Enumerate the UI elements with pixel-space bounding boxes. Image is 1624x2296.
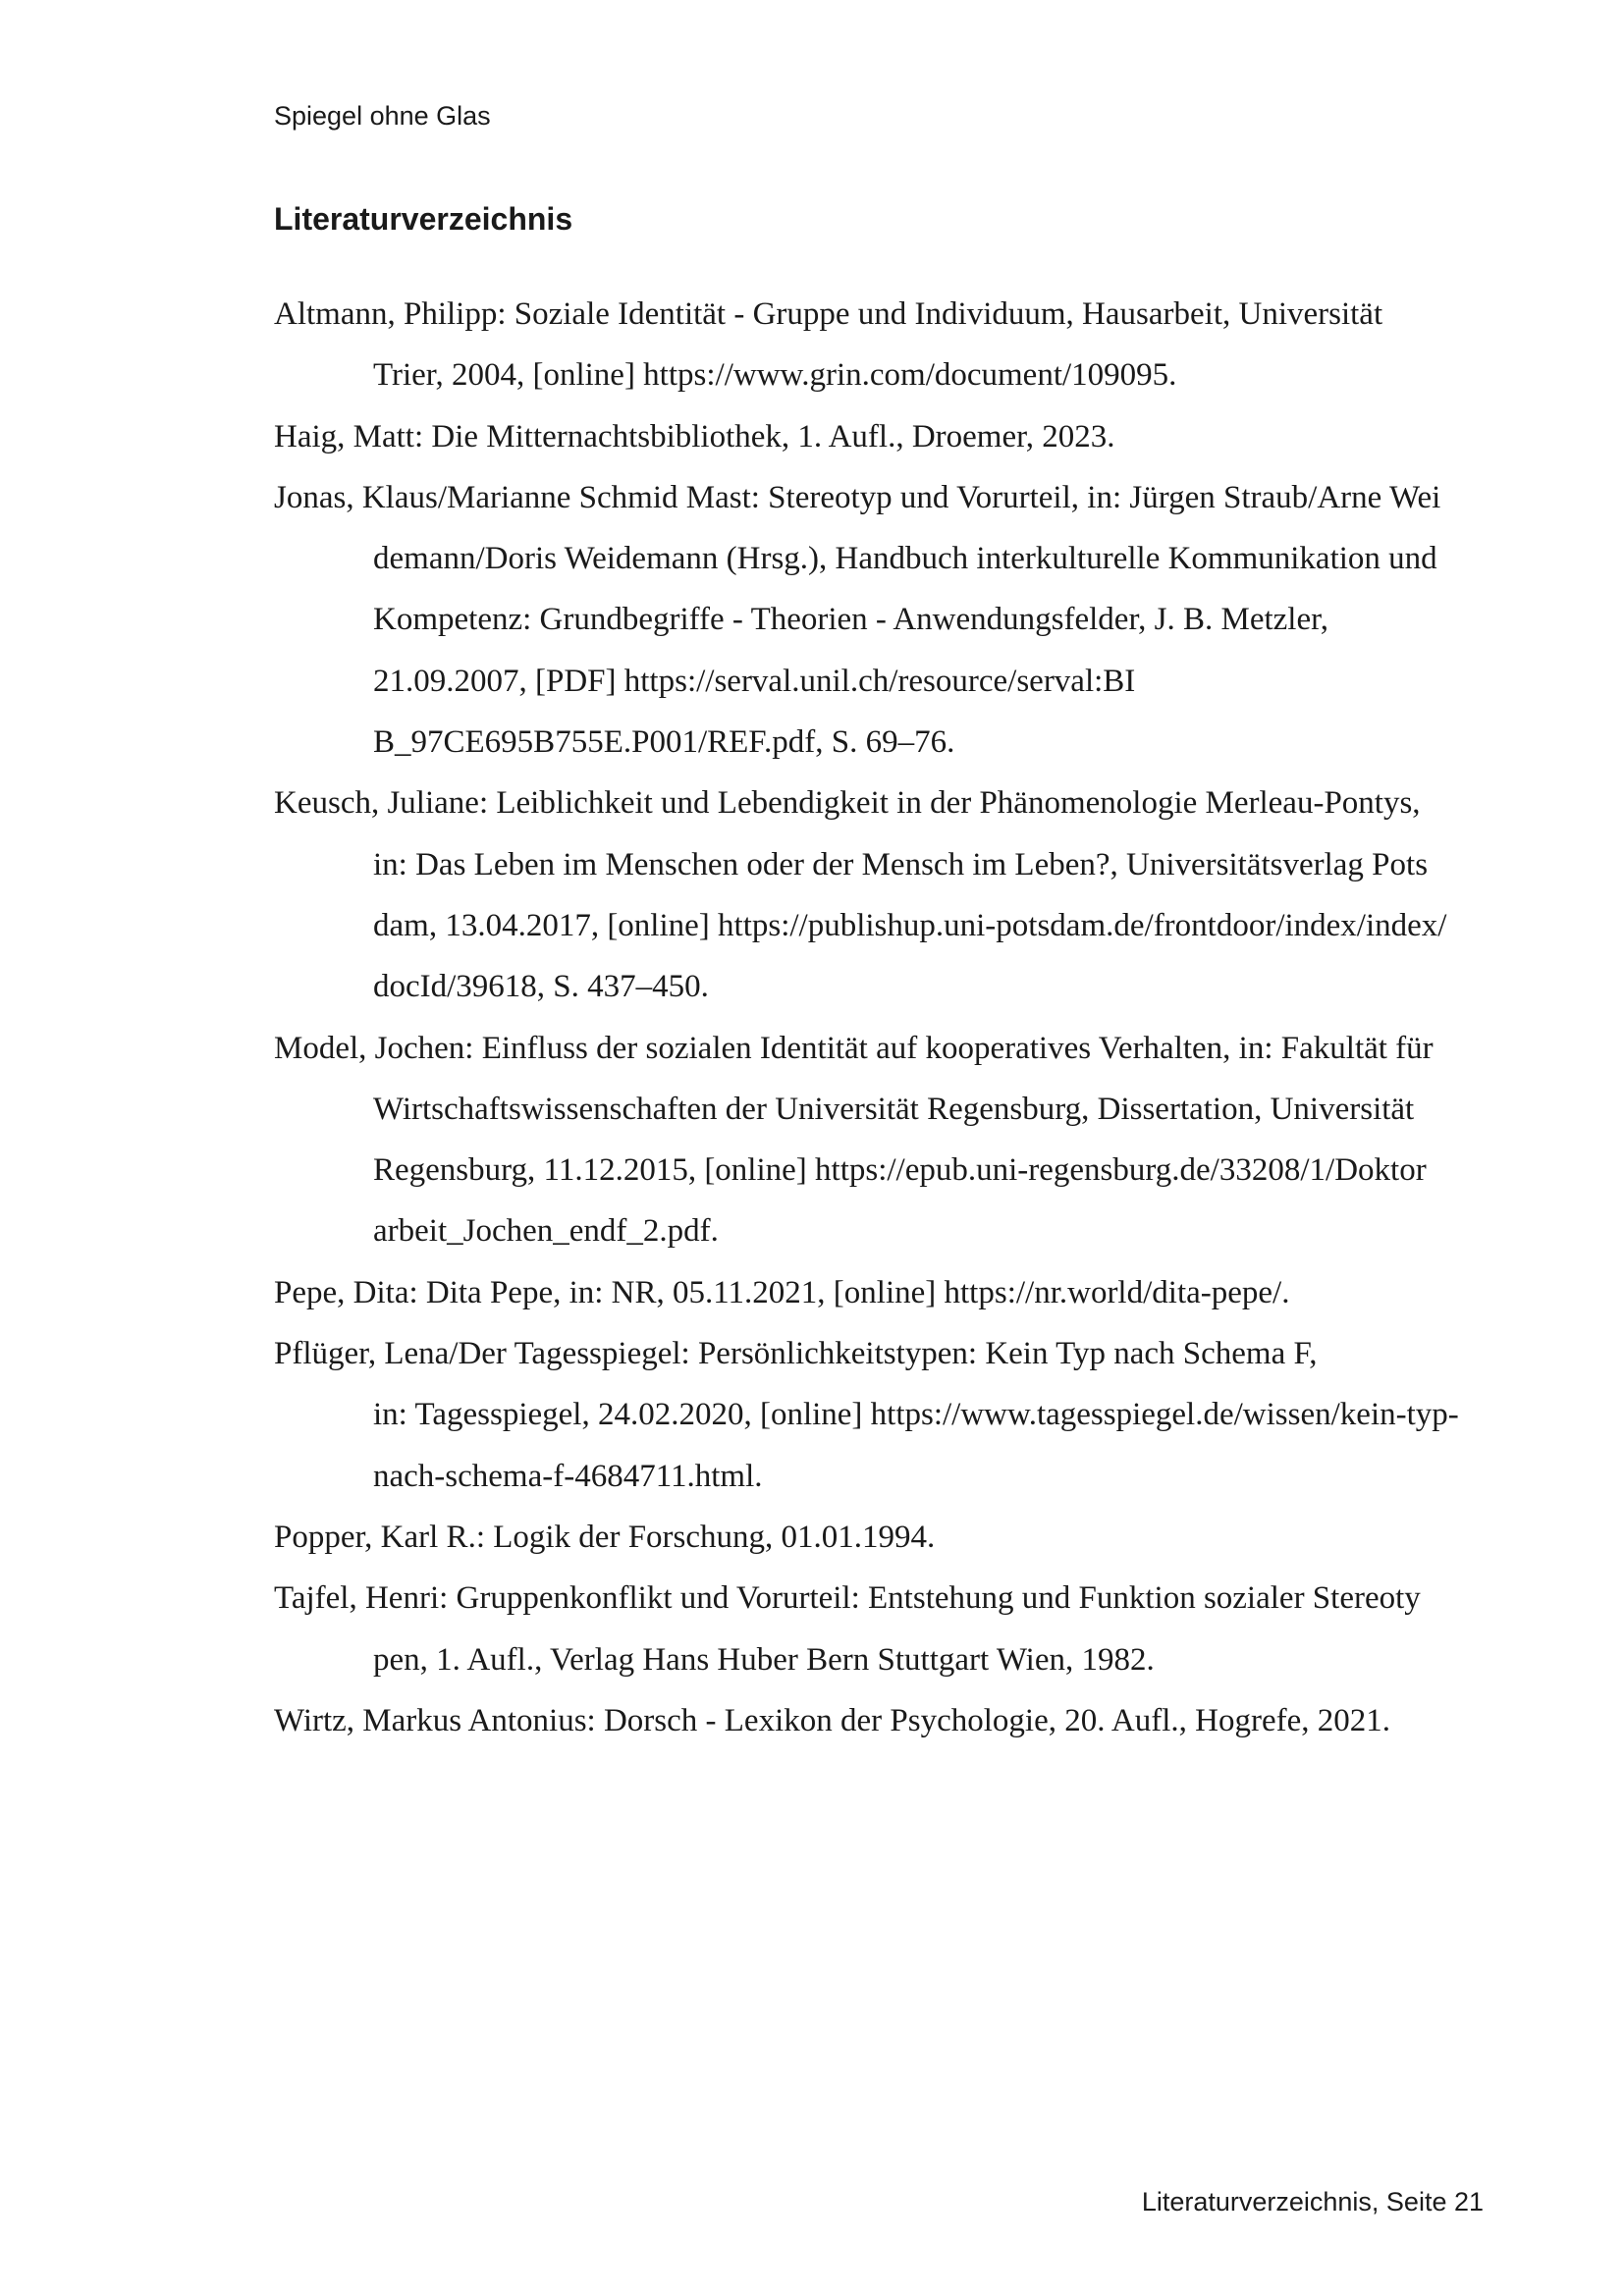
page-footer: Literaturverzeichnis, Seite 21 [1141, 2187, 1484, 2216]
reference-entry-jonas [274, 467, 1482, 773]
reference-line: Keusch, Juliane: Leiblichkeit und Lebendigkeit in der Phänomenologie Merleau-Pontys, [274, 785, 1421, 822]
reference-line: in: Tagesspiegel, 24.02.2020, [online] https://www.tagesspiegel.de/wissen/kein-typ- [373, 1397, 1459, 1433]
reference-entry-popper [274, 1507, 1482, 1568]
reference-entry-altmann [274, 284, 1482, 406]
reference-line: Wirtz, Markus Antonius: Dorsch - Lexikon der Psychologie, 20. Aufl., Hogrefe, 2021. [274, 1702, 1390, 1738]
reference-line: dam, 13.04.2017, [online] https://publishup.uni-potsdam.de/frontdoor/index/index/ [373, 907, 1447, 943]
reference-line: Pepe, Dita: Dita Pepe, in: NR, 05.11.2021, [online] https://nr.world/dita-pepe/. [274, 1274, 1290, 1310]
reference-line: Tajfel, Henri: Gruppenkonflikt und Vorurteil: Entstehung und Funktion sozialer Stereoty [274, 1580, 1421, 1617]
reference-entry-wirtz [274, 1690, 1482, 1751]
reference-entry-haig [274, 406, 1482, 467]
reference-line: in: Das Leben im Menschen oder der Mensch im Leben?, Universitätsverlag Pots [373, 846, 1429, 882]
reference-entry-keusch [274, 773, 1482, 1017]
reference-line: pen, 1. Aufl., Verlag Hans Huber Bern Stuttgart Wien, 1982. [373, 1641, 1155, 1678]
reference-line: arbeit_Jochen_endf_2.pdf. [373, 1213, 719, 1250]
reference-line: Regensburg, 11.12.2015, [online] https://epub.uni-regensburg.de/33208/1/Doktor [373, 1152, 1427, 1189]
reference-line: Trier, 2004, [online] https://www.grin.com/document/109095. [373, 357, 1177, 394]
bibliography-list [274, 284, 1482, 1751]
reference-line: Model, Jochen: Einfluss der sozialen Identität auf kooperatives Verhalten, in: Fakultät für [274, 1030, 1434, 1066]
reference-line: Kompetenz: Grundbegriffe - Theorien - Anwendungsfelder, J. B. Metzler, [373, 602, 1329, 638]
reference-entry-pepe [274, 1262, 1482, 1323]
reference-line: docId/39618, S. 437–450. [373, 969, 709, 1005]
reference-entry-tajfel [274, 1568, 1482, 1690]
page-title: Literaturverzeichnis [274, 201, 573, 237]
running-header: Spiegel ohne Glas [274, 101, 491, 131]
reference-line: Popper, Karl R.: Logik der Forschung, 01.01.1994. [274, 1519, 936, 1555]
reference-line: Haig, Matt: Die Mitternachtsbibliothek, 1. Aufl., Droemer, 2023. [274, 418, 1115, 454]
reference-line: demann/Doris Weidemann (Hrsg.), Handbuch interkulturelle Kommunikation und [373, 541, 1437, 577]
reference-line: Jonas, Klaus/Marianne Schmid Mast: Stereotyp und Vorurteil, in: Jürgen Straub/Arne Wei [274, 479, 1441, 515]
reference-line: 21.09.2007, [PDF] https://serval.unil.ch/resource/serval:BI [373, 663, 1136, 699]
reference-entry-pflueger [274, 1323, 1482, 1507]
reference-line: Wirtschaftswissenschaften der Universität Regensburg, Dissertation, Universität [373, 1091, 1415, 1127]
reference-entry-model [274, 1018, 1482, 1262]
reference-line: B_97CE695B755E.P001/REF.pdf, S. 69–76. [373, 724, 955, 761]
reference-line: nach-schema-f-4684711.html. [373, 1458, 763, 1494]
reference-line: Pflüger, Lena/Der Tagesspiegel: Persönlichkeitstypen: Kein Typ nach Schema F, [274, 1336, 1318, 1372]
reference-line: Altmann, Philipp: Soziale Identität - Gruppe und Individuum, Hausarbeit, Universität [274, 296, 1383, 332]
